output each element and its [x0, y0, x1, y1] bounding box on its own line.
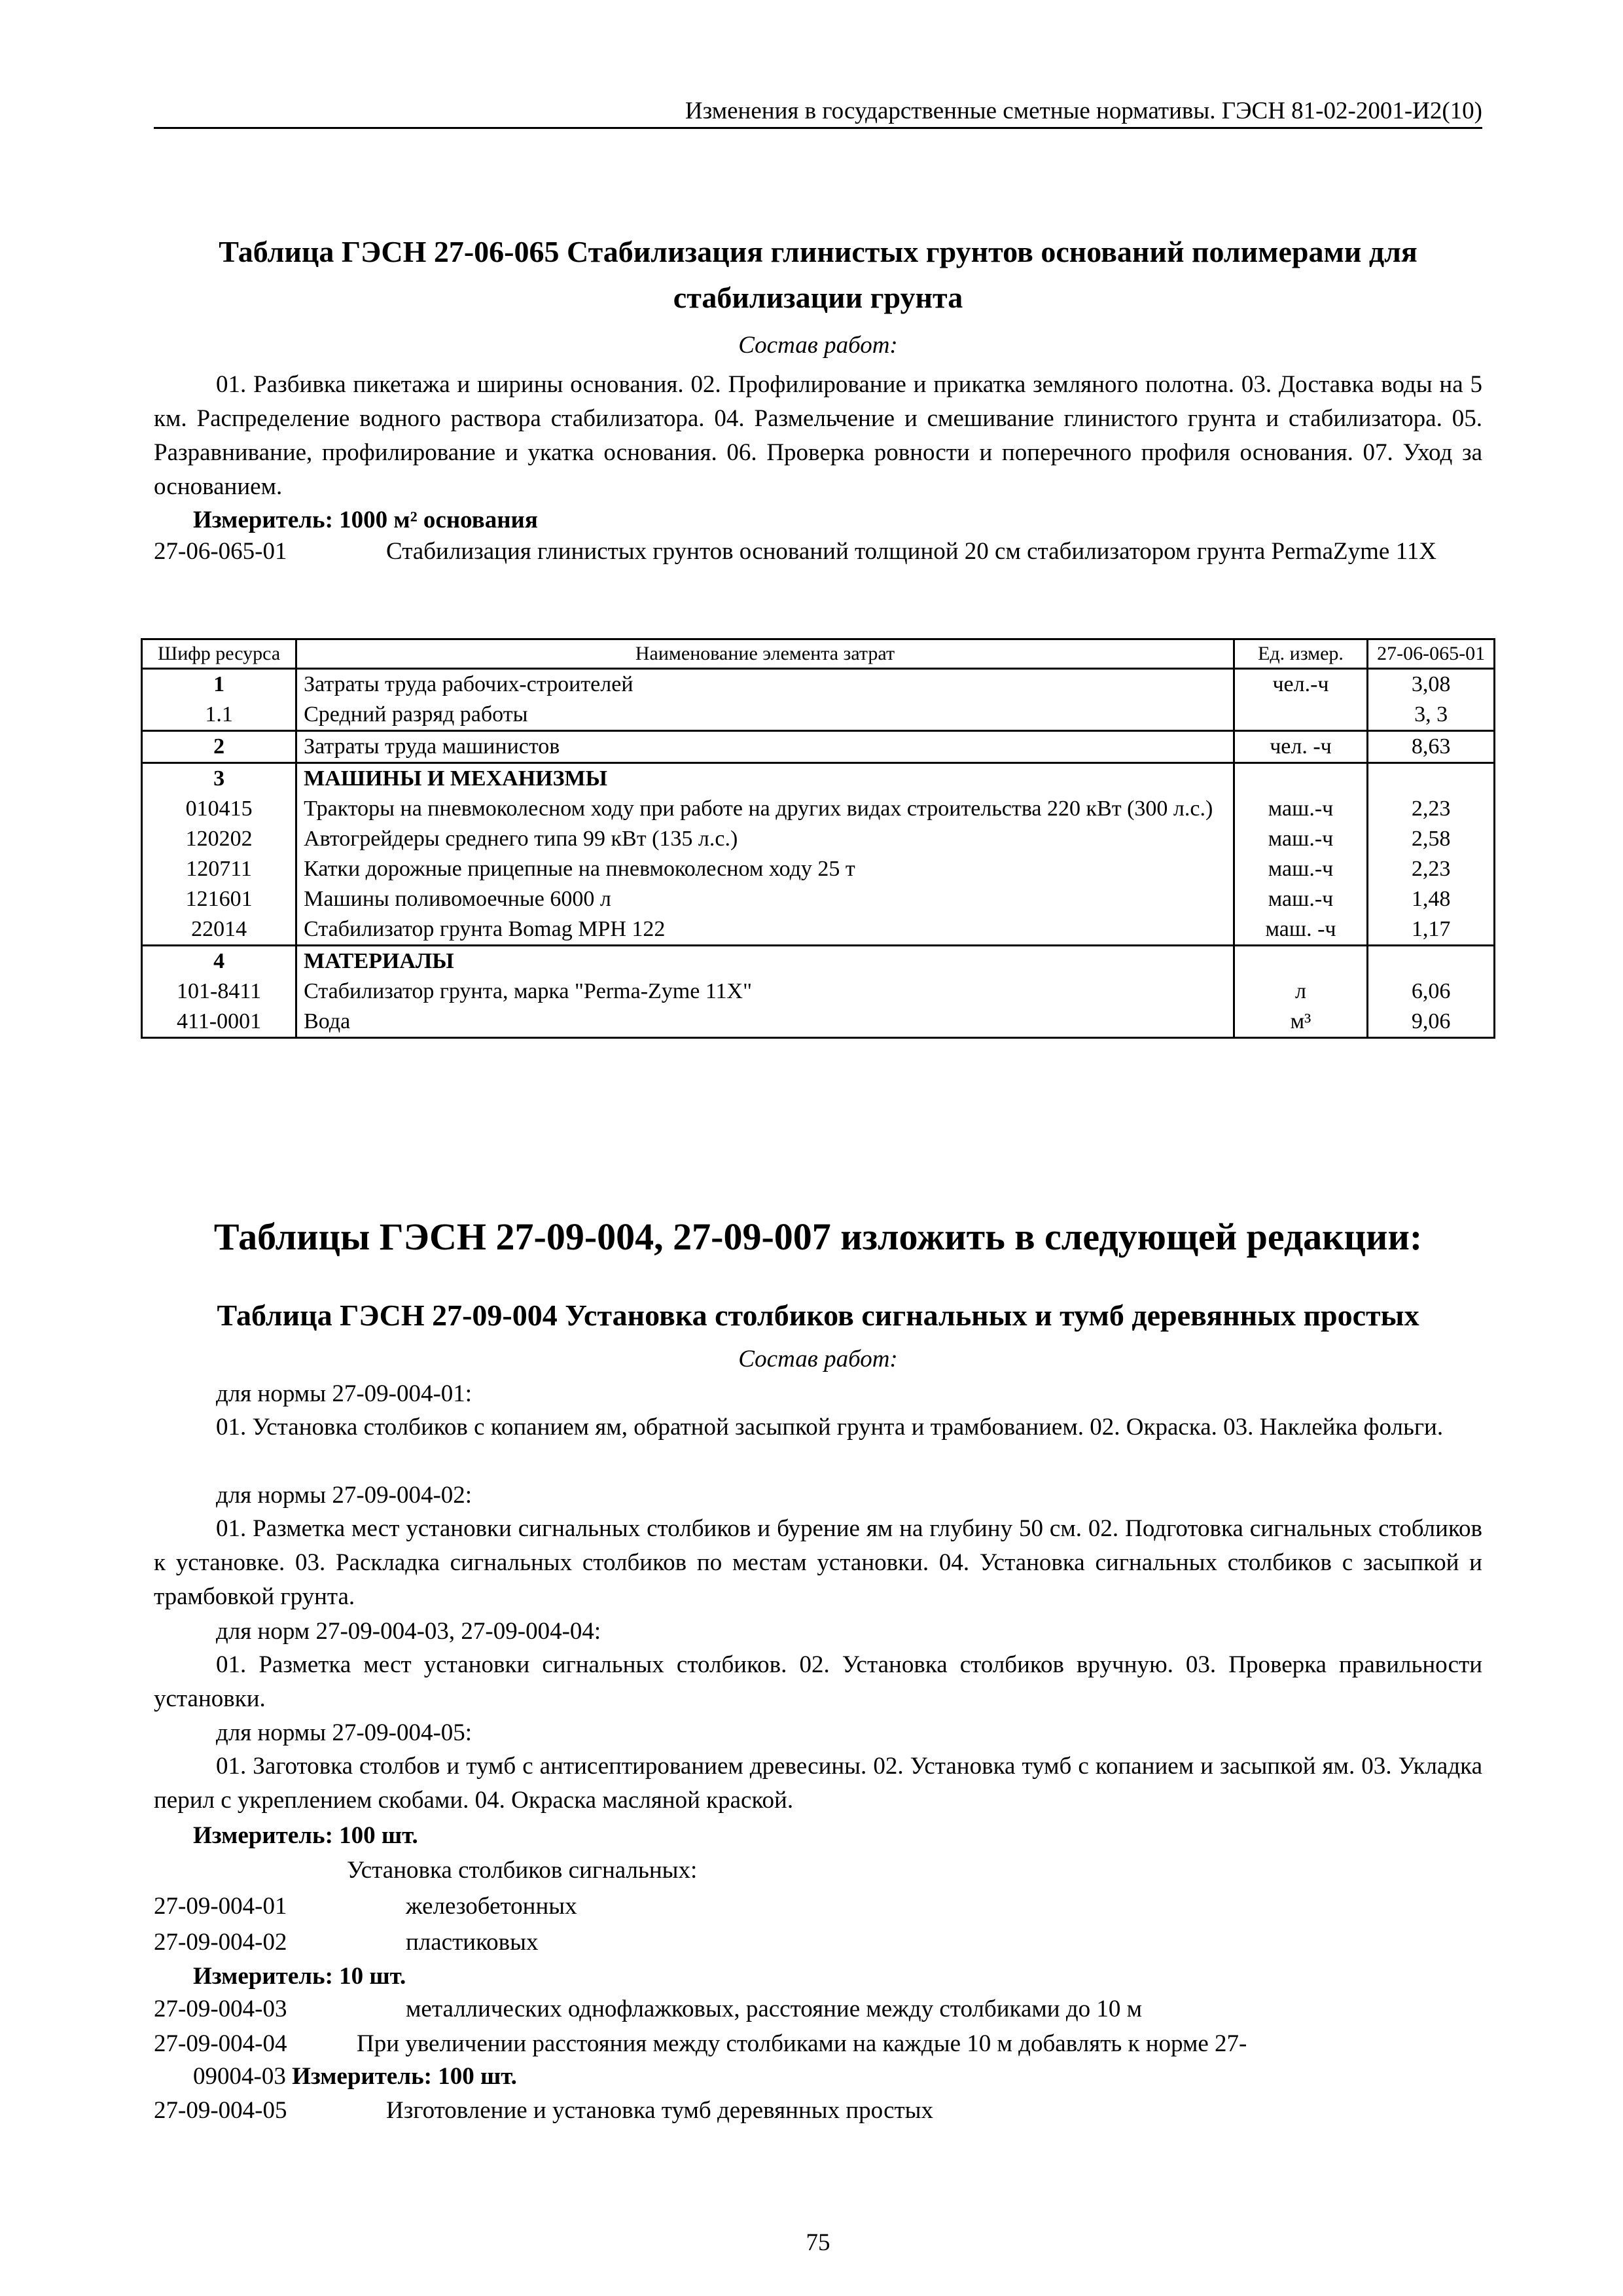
row-name: МАШИНЫ И МЕХАНИЗМЫ — [296, 763, 1234, 795]
norm-code-03: 27-09-004-03 — [154, 1996, 287, 2022]
table-row — [142, 946, 1495, 977]
table-row — [142, 763, 1495, 795]
row-name: Стабилизатор грунта, марка "Perma-Zyme 11X" — [296, 977, 1234, 1007]
row-unit: маш.-ч — [1234, 854, 1367, 884]
row-unit — [1234, 700, 1367, 731]
row-value: 1,17 — [1368, 914, 1495, 946]
table-header-row — [142, 639, 1495, 669]
composition-text-4: 01. Заготовка столбов и тумб с антисептированием древесины. 02. Установка тумб с копанием и засыпкой ям. 03. Укладка перил с укреплением скобами. 04. Окраска масляной краской. — [154, 1753, 1482, 1814]
row-name: Катки дорожные прицепные на пневмоколесном ходу 25 т — [296, 854, 1234, 884]
table2-title: Таблица ГЭСН 27-09-004 Установка столбиков сигнальных и тумб деревянных простых — [217, 1299, 1419, 1332]
row-code: 120711 — [142, 854, 296, 884]
meter-label-1: Измеритель: 100 шт. — [193, 1822, 418, 1849]
row-value: 2,23 — [1368, 794, 1495, 824]
row-value: 3,08 — [1368, 669, 1495, 700]
table1-composition-label: Состав работ: — [738, 332, 898, 359]
header-value: 27-06-065-01 — [1368, 639, 1495, 669]
norm-04-continuation — [193, 2060, 517, 2093]
norm-code-04: 27-09-004-04 — [154, 2030, 287, 2057]
norm-text-03: металлических однофлажковых, расстояние между столбиками до 10 м — [406, 1996, 1143, 2022]
row-code: 010415 — [142, 794, 296, 824]
header-code: Шифр ресурса — [142, 639, 296, 669]
table1-title-line2: стабилизации грунта — [673, 281, 963, 314]
row-value: 1,48 — [1368, 884, 1495, 914]
norm-code-02: 27-09-004-02 — [154, 1929, 287, 1956]
row-name: МАТЕРИАЛЫ — [296, 946, 1234, 977]
table-row — [142, 884, 1495, 914]
row-value: 6,06 — [1368, 977, 1495, 1007]
row-code: 1 — [142, 669, 296, 700]
table-row — [142, 700, 1495, 731]
row-name: Автогрейдеры среднего типа 99 кВт (135 л.с.) — [296, 824, 1234, 854]
row-unit: м³ — [1234, 1007, 1367, 1038]
row-unit — [1234, 946, 1367, 977]
row-unit: маш. -ч — [1234, 914, 1367, 946]
row-code: 101-8411 — [142, 977, 296, 1007]
table-row — [142, 794, 1495, 824]
header-name: Наименование элемента затрат — [296, 639, 1234, 669]
row-name: Средний разряд работы — [296, 700, 1234, 731]
norm-text-05: Изготовление и установка тумб деревянных простых — [386, 2097, 934, 2124]
table-row — [142, 914, 1495, 946]
row-value: 9,06 — [1368, 1007, 1495, 1038]
norm-text-04: При увеличении расстояния между столбиками на каждые 10 м добавлять к норме 27- — [357, 2030, 1247, 2057]
row-name: Вода — [296, 1007, 1234, 1038]
row-code: 121601 — [142, 884, 296, 914]
row-name: Затраты труда рабочих-строителей — [296, 669, 1234, 700]
norm-04-cont-text: 09004-03 — [193, 2063, 286, 2090]
row-name: Машины поливомоечные 6000 л — [296, 884, 1234, 914]
table2-composition-label: Состав работ: — [738, 1346, 898, 1372]
row-unit: маш.-ч — [1234, 884, 1367, 914]
for-norm-label-2: для нормы 27-09-004-02: — [216, 1482, 473, 1509]
table-row — [142, 731, 1495, 763]
norm-code: 27-06-065-01 — [154, 538, 287, 565]
table-row — [142, 977, 1495, 1007]
row-value — [1368, 946, 1495, 977]
norm-description: Стабилизация глинистых грунтов оснований толщиной 20 см стабилизатором грунта PermaZyme 11X — [386, 538, 1436, 565]
row-code: 3 — [142, 763, 296, 795]
row-unit: чел.-ч — [1234, 669, 1367, 700]
page-number: 75 — [806, 2229, 830, 2256]
norm-text-01: железобетонных — [406, 1893, 577, 1920]
meter-label-2: Измеритель: 10 шт. — [193, 1963, 406, 1990]
group-label: Установка столбиков сигнальных: — [347, 1857, 698, 1884]
row-code: 1.1 — [142, 700, 296, 731]
for-norm-label-3: для норм 27-09-004-03, 27-09-004-04: — [216, 1618, 601, 1645]
table-row — [142, 669, 1495, 700]
section-title: Таблицы ГЭСН 27-09-004, 27-09-007 изложить в следующей редакции: — [213, 1215, 1423, 1258]
row-code: 22014 — [142, 914, 296, 946]
row-value: 8,63 — [1368, 731, 1495, 763]
row-unit: маш.-ч — [1234, 824, 1367, 854]
running-header: Изменения в государственные сметные нормативы. ГЭСН 81-02-2001-И2(10) — [154, 97, 1482, 129]
resource-table — [141, 638, 1495, 1039]
row-unit — [1234, 763, 1367, 795]
table1-title-line1: Таблица ГЭСН 27-06-065 Стабилизация глинистых грунтов оснований полимерами для — [219, 235, 1418, 268]
norm-text-02: пластиковых — [406, 1929, 539, 1956]
table-row — [142, 824, 1495, 854]
row-unit: л — [1234, 977, 1367, 1007]
table1-meter: Измеритель: 1000 м² основания — [193, 507, 538, 533]
row-name: Затраты труда машинистов — [296, 731, 1234, 763]
composition-text-1: 01. Установка столбиков с копанием ям, обратной засыпкой грунта и трамбованием. 02. Окраска. 03. Наклейка фольги. — [216, 1414, 1444, 1441]
norm-code-05: 27-09-004-05 — [154, 2097, 287, 2124]
table-row — [142, 854, 1495, 884]
row-value: 2,23 — [1368, 854, 1495, 884]
table-row — [142, 1007, 1495, 1038]
row-unit: чел. -ч — [1234, 731, 1367, 763]
row-value — [1368, 763, 1495, 795]
row-value: 3, 3 — [1368, 700, 1495, 731]
row-code: 120202 — [142, 824, 296, 854]
composition-text-2: 01. Разметка мест установки сигнальных столбиков и бурение ям на глубину 50 см. 02. Подготовка сигнальных стобликов к установке. 03. Раскладка сигнальных столбиков по местам установки. 04. Установка сигнальных столбиков с засыпкой и трамбовкой грунта. — [154, 1515, 1482, 1610]
row-value: 2,58 — [1368, 824, 1495, 854]
table1-composition-text: 01. Разбивка пикетажа и ширины основания. 02. Профилирование и прикатка земляного полотна. 03. Доставка воды на 5 км. Распределение водного раствора стабилизатора. 04. Размельчение и смешивание глинистого грунта и стабилизатора. 05. Разравнивание, профилирование и укатка основания. 06. Проверка ровности и поперечного профиля основания. 07. Уход за основанием. — [154, 371, 1482, 500]
header-unit: Ед. измер. — [1234, 639, 1367, 669]
row-name: Тракторы на пневмоколесном ходу при работе на других видах строительства 220 кВт (300 л.с.) — [296, 794, 1234, 824]
row-unit: маш.-ч — [1234, 794, 1367, 824]
for-norm-label-4: для нормы 27-09-004-05: — [216, 1719, 473, 1746]
meter-label-3: Измеритель: 100 шт. — [292, 2063, 517, 2090]
for-norm-label-1: для нормы 27-09-004-01: — [216, 1380, 473, 1407]
row-code: 411-0001 — [142, 1007, 296, 1038]
row-code: 2 — [142, 731, 296, 763]
composition-text-3: 01. Разметка мест установки сигнальных столбиков. 02. Установка столбиков вручную. 03. Проверка правильности установки. — [154, 1651, 1482, 1712]
norm-code-01: 27-09-004-01 — [154, 1893, 287, 1920]
row-code: 4 — [142, 946, 296, 977]
row-name: Стабилизатор грунта Bomag MPH 122 — [296, 914, 1234, 946]
